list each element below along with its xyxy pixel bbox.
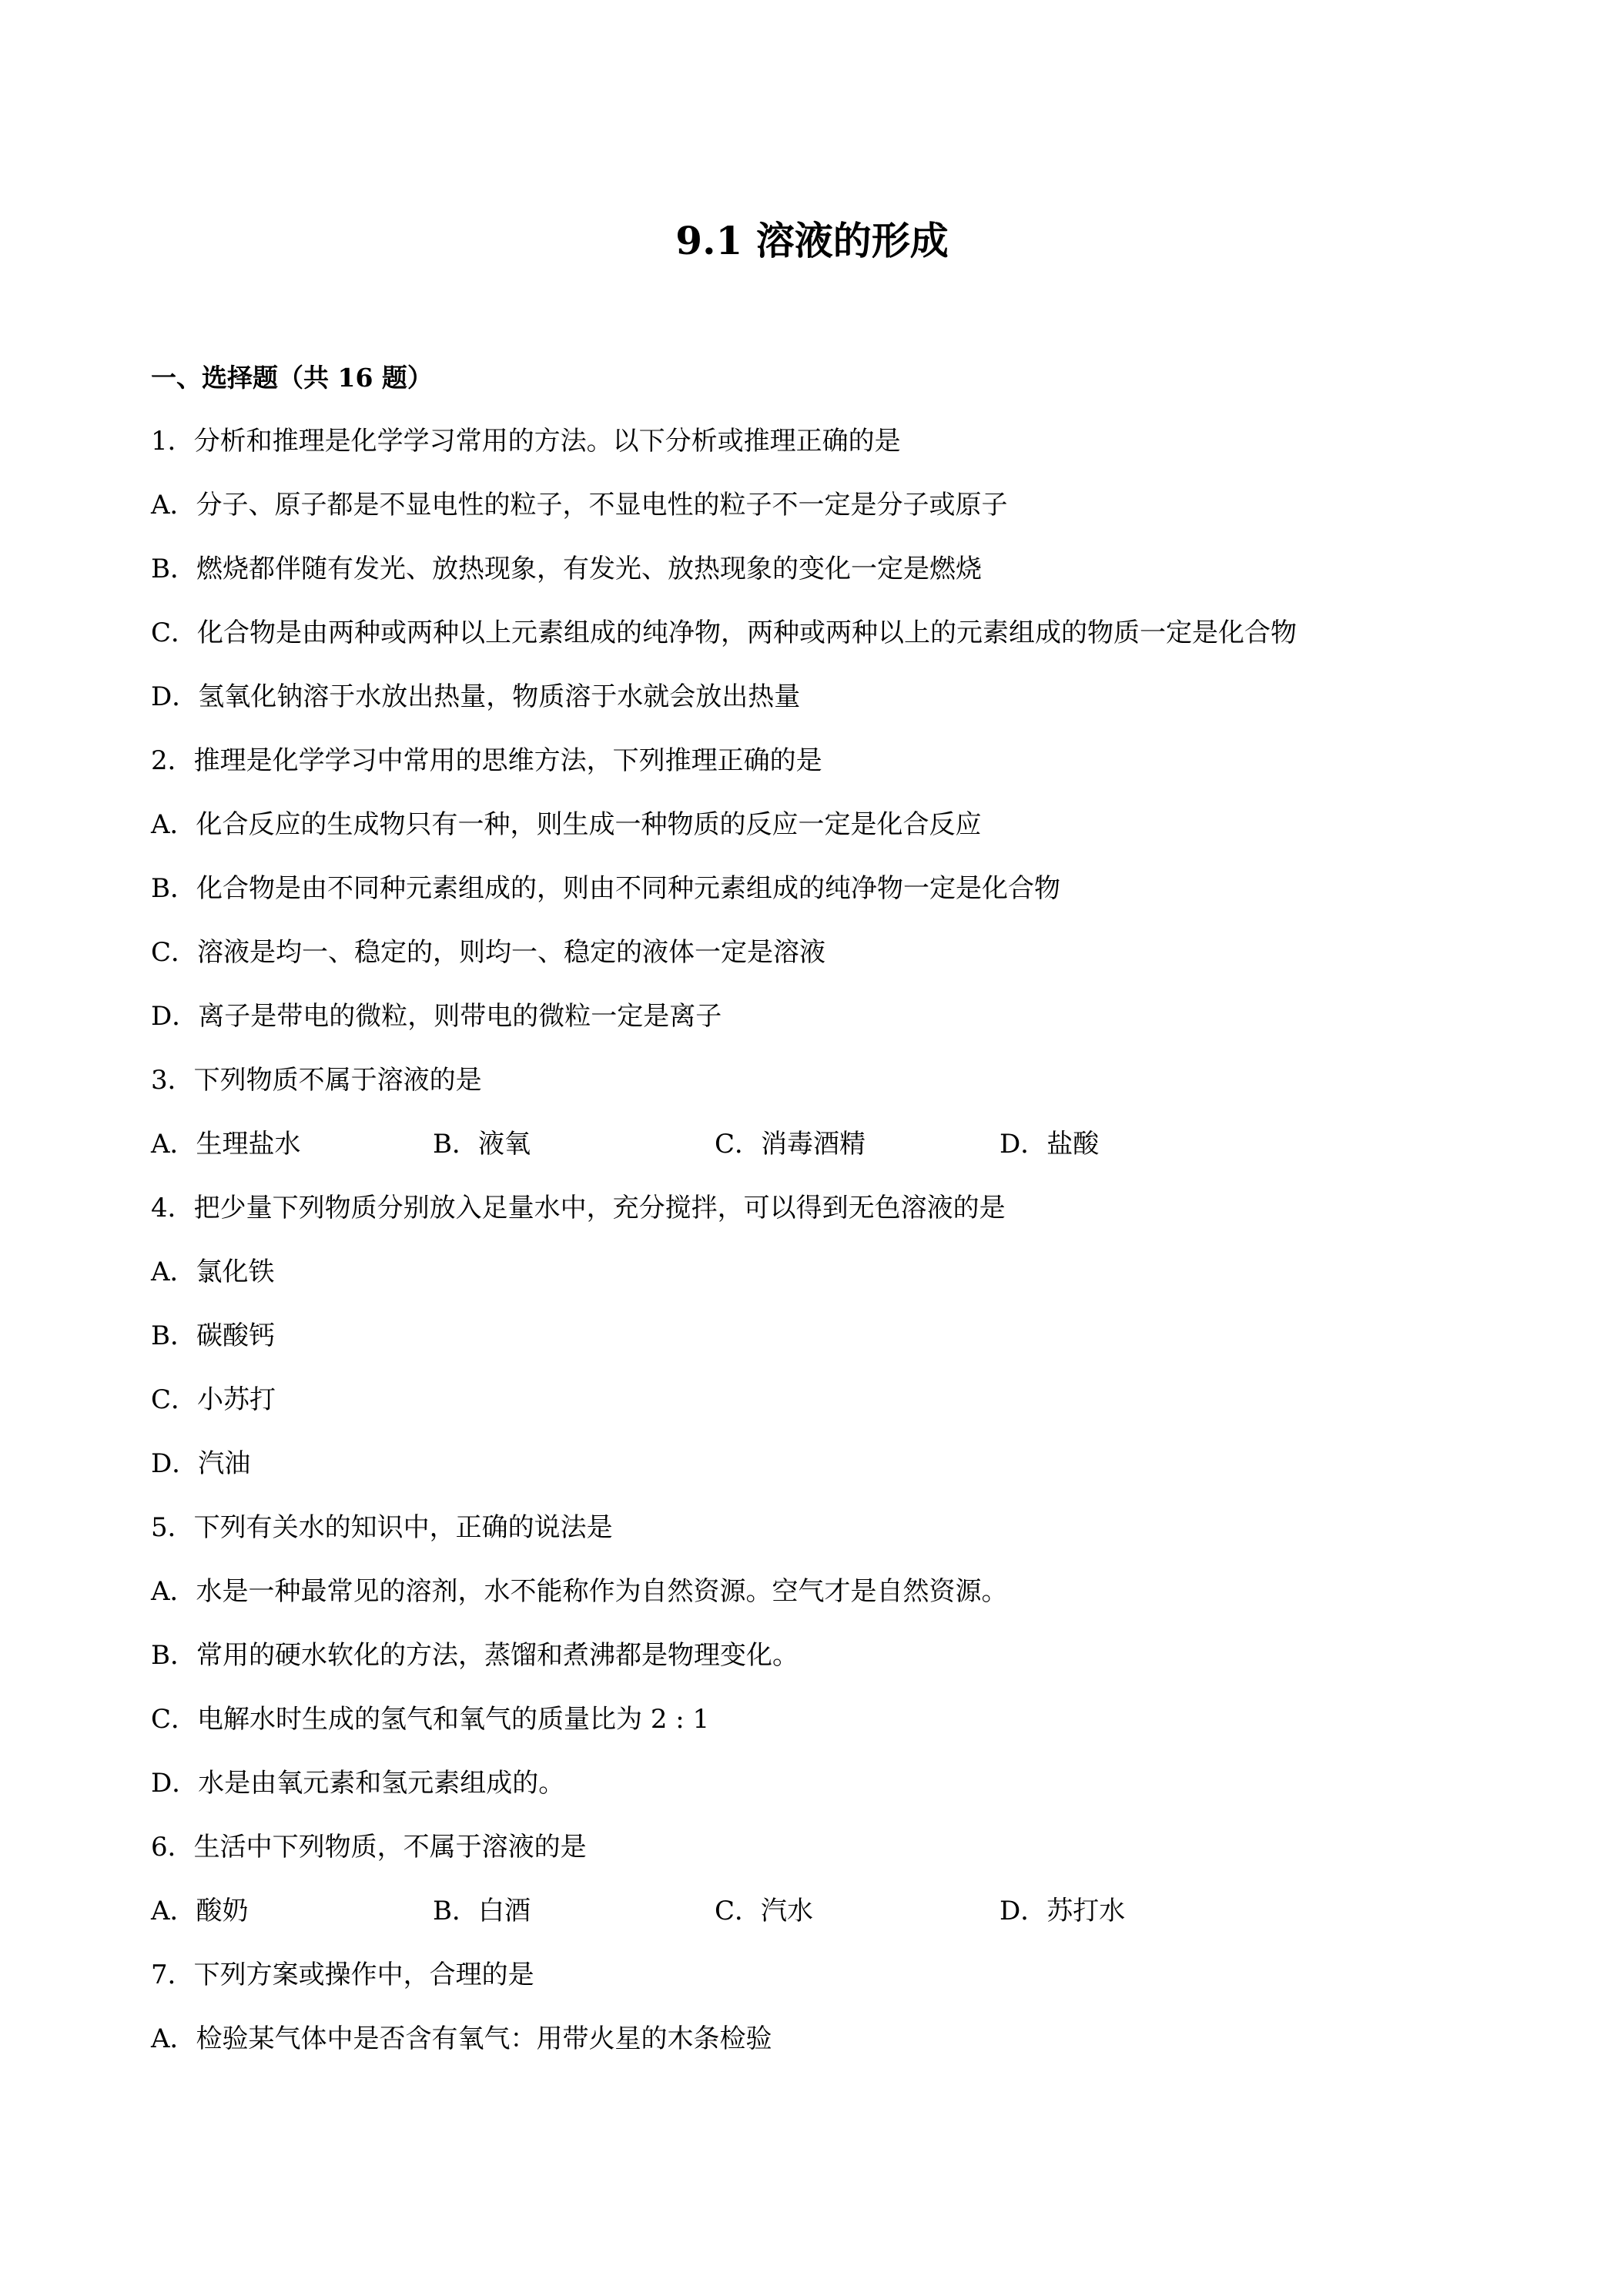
question-5-option-b: B．常用的硬水软化的方法，蒸馏和煮沸都是物理变化。 <box>151 1640 799 1671</box>
question-6-option-d: D．苏打水 <box>1000 1896 1126 1926</box>
question-6-option-c: C．汽水 <box>715 1896 814 1926</box>
question-1-option-a: A．分子、原子都是不显电性的粒子，不显电性的粒子不一定是分子或原子 <box>151 490 1008 520</box>
question-6-stem: 6．生活中下列物质，不属于溶液的是 <box>151 1832 587 1863</box>
question-2-option-a: A．化合反应的生成物只有一种，则生成一种物质的反应一定是化合反应 <box>151 809 982 840</box>
question-5-stem: 5．下列有关水的知识中，正确的说法是 <box>151 1512 613 1543</box>
question-2-option-c: C．溶液是均一、稳定的，则均一、稳定的液体一定是溶液 <box>151 937 826 968</box>
question-2-option-d: D．离子是带电的微粒，则带电的微粒一定是离子 <box>151 1001 722 1032</box>
question-4-option-b: B．碳酸钙 <box>151 1320 275 1351</box>
question-4-option-c: C．小苏打 <box>151 1384 276 1415</box>
question-4-option-a: A．氯化铁 <box>151 1257 275 1287</box>
question-3-option-d: D．盐酸 <box>1000 1129 1100 1160</box>
question-5-option-a: A．水是一种最常见的溶剂，水不能称作为自然资源。空气才是自然资源。 <box>151 1576 1008 1607</box>
question-3-option-c: C．消毒酒精 <box>715 1129 866 1160</box>
question-4-stem: 4．把少量下列物质分别放入足量水中，充分搅拌，可以得到无色溶液的是 <box>151 1193 1006 1223</box>
question-1-option-d: D．氢氧化钠溶于水放出热量，物质溶于水就会放出热量 <box>151 681 801 712</box>
question-3-option-a: A．生理盐水 <box>151 1129 301 1160</box>
question-2-option-b: B．化合物是由不同种元素组成的，则由不同种元素组成的纯净物一定是化合物 <box>151 873 1060 904</box>
question-6-option-b: B．白酒 <box>433 1896 531 1926</box>
question-5-option-c: C．电解水时生成的氢气和氧气的质量比为 2 : 1 <box>151 1704 710 1735</box>
question-7-stem: 7．下列方案或操作中，合理的是 <box>151 1960 534 1990</box>
question-2-stem: 2．推理是化学学习中常用的思维方法，下列推理正确的是 <box>151 745 822 776</box>
question-1-stem: 1．分析和推理是化学学习常用的方法。以下分析或推理正确的是 <box>151 426 901 457</box>
question-1-option-c: C．化合物是由两种或两种以上元素组成的纯净物，两种或两种以上的元素组成的物质一定是化合物 <box>151 618 1298 648</box>
question-1-option-b: B．燃烧都伴随有发光、放热现象，有发光、放热现象的变化一定是燃烧 <box>151 554 982 584</box>
section-header: 一、选择题（共 16 题） <box>151 363 433 393</box>
question-5-option-d: D．水是由氧元素和氢元素组成的。 <box>151 1768 565 1799</box>
question-4-option-d: D．汽油 <box>151 1448 251 1479</box>
question-7-option-a: A．检验某气体中是否含有氧气：用带火星的木条检验 <box>151 2023 772 2054</box>
page-title: 9.1 溶液的形成 <box>675 218 949 263</box>
question-6-option-a: A．酸奶 <box>151 1896 249 1926</box>
question-3-stem: 3．下列物质不属于溶液的是 <box>151 1065 482 1096</box>
question-3-option-b: B．液氧 <box>433 1129 531 1160</box>
